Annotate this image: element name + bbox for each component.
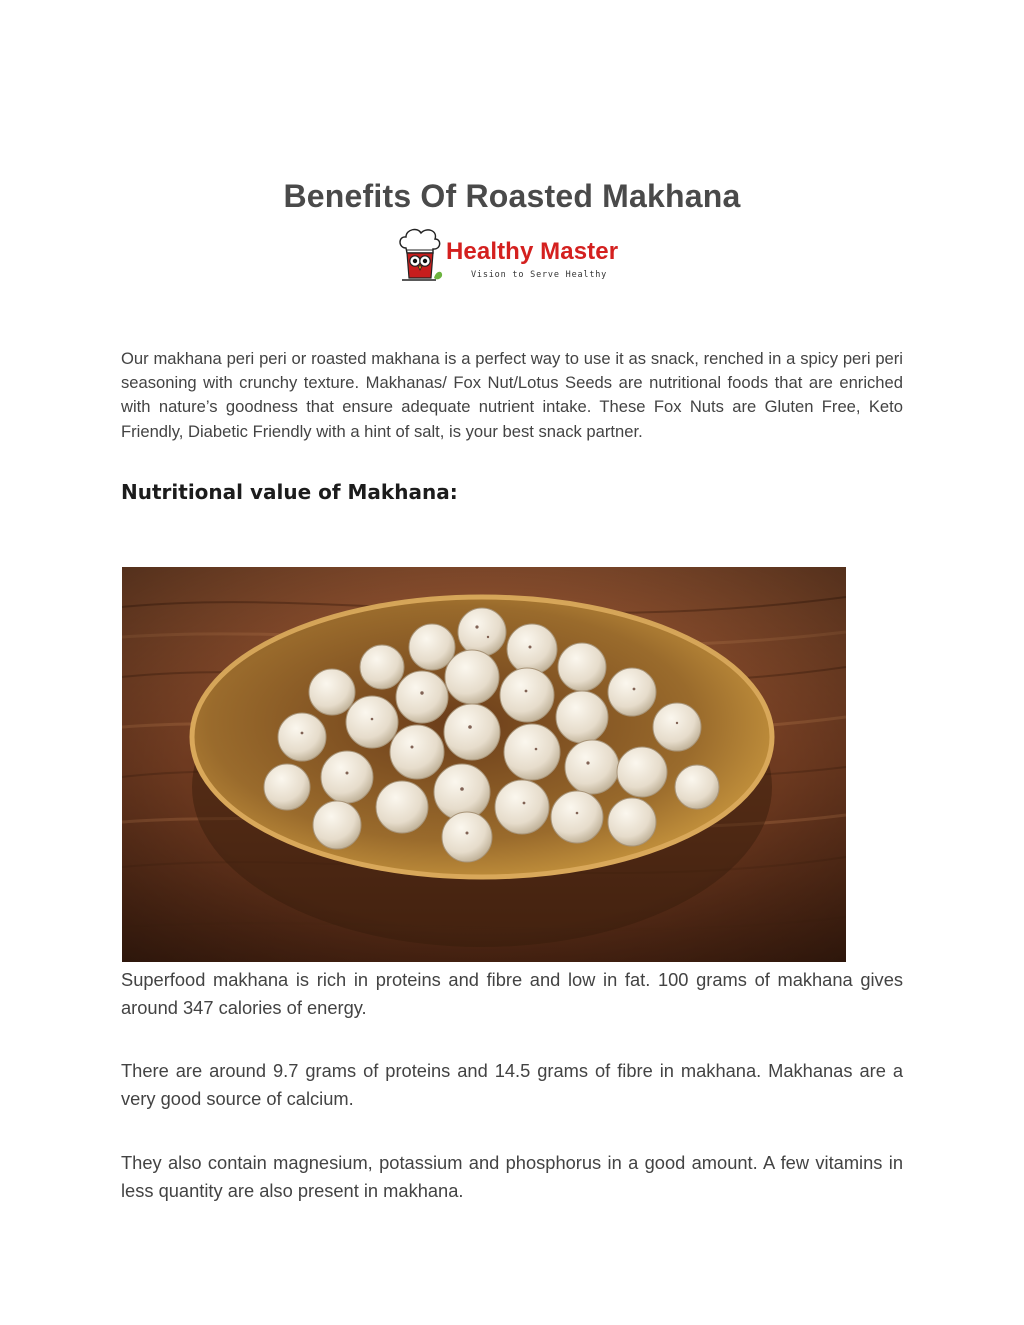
section-heading: Nutritional value of Makhana: bbox=[121, 480, 458, 504]
paragraph-calories: Superfood makhana is rich in proteins and fibre and low in fat. 100 grams of makhana gives around 347 calories of energy. bbox=[121, 969, 903, 1018]
page-title: Benefits Of Roasted Makhana bbox=[283, 178, 741, 214]
brand-tagline: Vision to Serve Healthy bbox=[471, 270, 608, 280]
chef-owl-icon bbox=[396, 226, 444, 286]
brand-logo bbox=[396, 226, 636, 288]
intro-paragraph: Our makhana peri peri or roasted makhana is a perfect way to use it as snack, renched in a spicy peri peri seasoning with crunchy texture. Makhanas/ Fox Nut/Lotus Seeds are nutritional foods that are enriched with nature’s goodness that ensure adequate nutrient intake. These Fox Nuts are Gluten Free, Keto Friendly, Diabetic Friendly with a hint of salt, is your best snack partner. bbox=[121, 349, 903, 441]
paragraph-proteins-fibre: There are around 9.7 grams of proteins and 14.5 grams of fibre in makhana. Makhanas are a very good source of calcium. bbox=[121, 1060, 903, 1109]
brand-name: Healthy Master bbox=[446, 238, 619, 265]
makhana-bowl-photo bbox=[122, 567, 846, 962]
paragraph-minerals: They also contain magnesium, potassium and phosphorus in a good amount. A few vitamins in less quantity are also present in makhana. bbox=[121, 1152, 903, 1201]
